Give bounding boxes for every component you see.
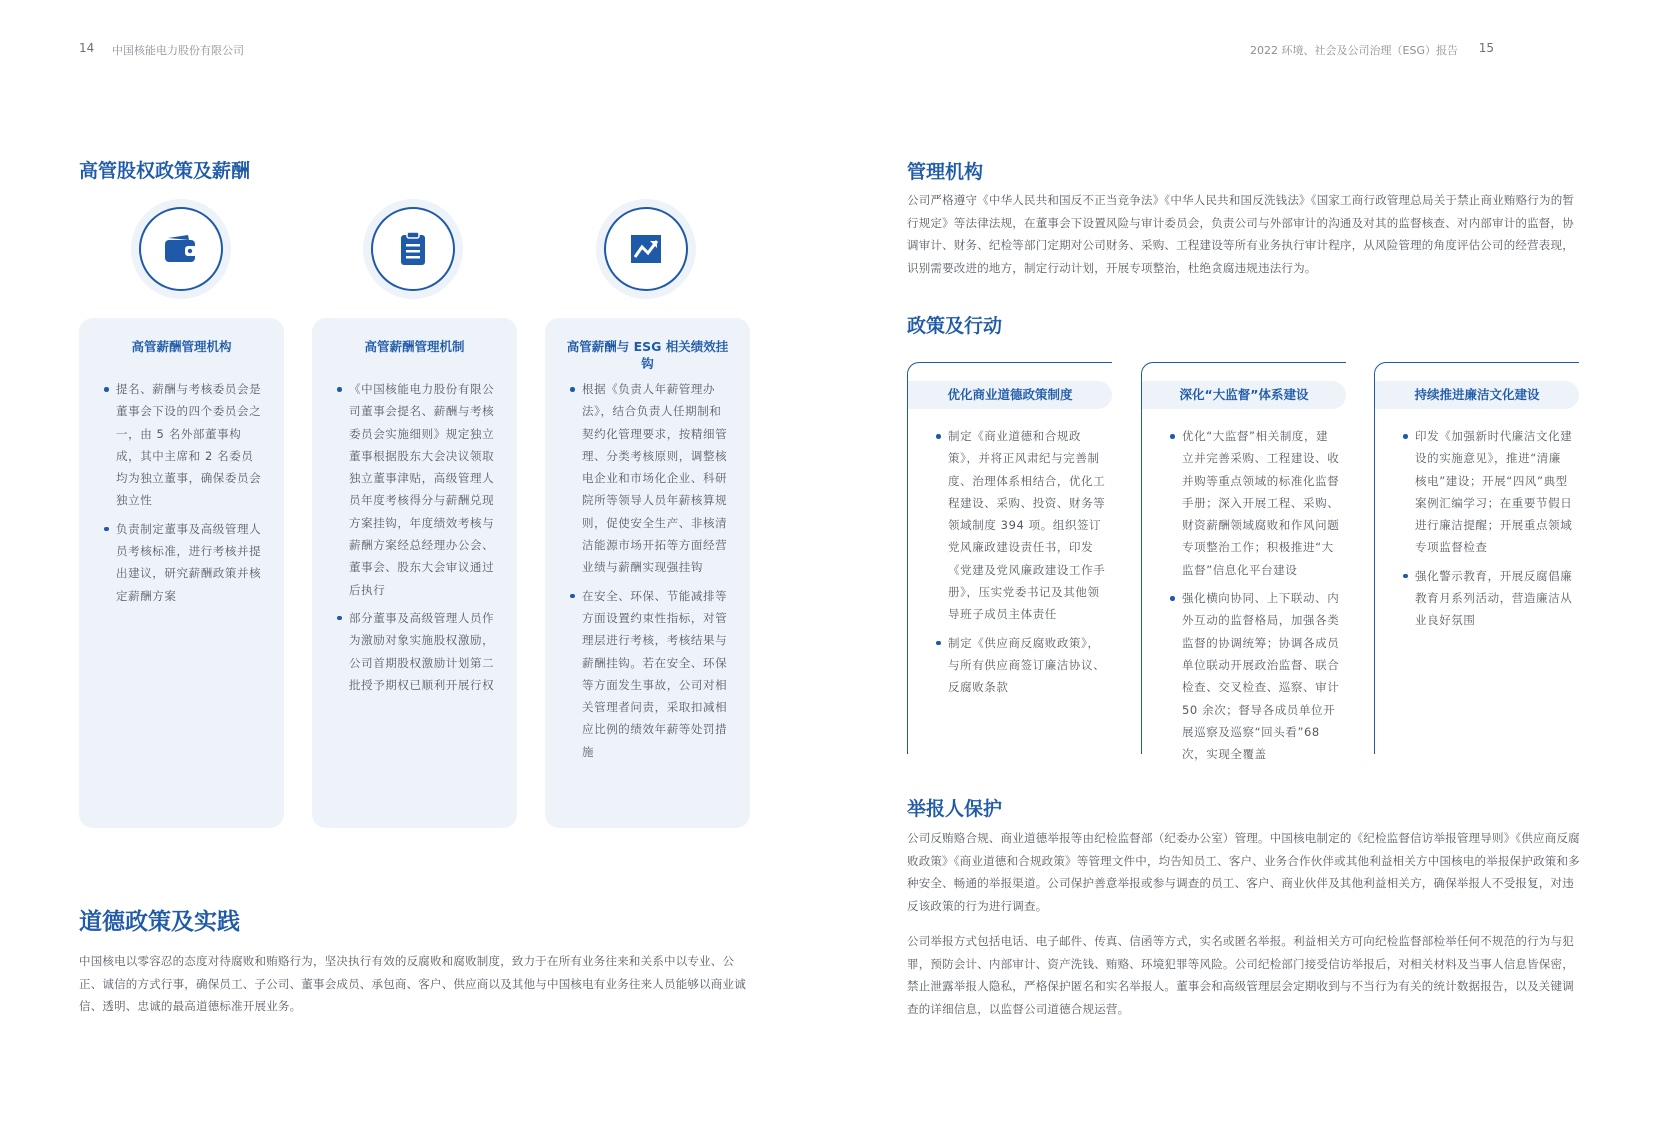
card-mechanism-body <box>312 318 517 828</box>
column-title: 持续推进廉洁文化建设 <box>1375 381 1579 409</box>
bullet-list <box>335 378 497 702</box>
section-title-policy-actions: 政策及行动 <box>907 315 1003 337</box>
left-page-number: 14 <box>79 41 95 55</box>
column-title: 优化商业道德政策制度 <box>908 381 1112 409</box>
card-2-icon-badge <box>363 199 463 299</box>
left-running-header: 中国核能电力股份有限公司 <box>112 44 244 57</box>
card-title: 高管薪酬管理机构 <box>131 339 232 354</box>
section-title-ethics-policy: 道德政策及实践 <box>79 909 240 935</box>
card-esg-linked-body <box>545 318 750 828</box>
list-item: 制定《供应商反腐败政策》，与所有供应商签订廉洁协议、反腐败条款 <box>934 632 1106 699</box>
whistleblower-paragraph-2: 公司举报方式包括电话、电子邮件、传真、信函等方式，实名或匿名举报。利益相关方可向纪检监督部检举任何不规范的行为与犯罪，预防会计、内部审计、资产洗钱、贿赂、环境犯罪等风险。公司纪检部门接受信访举报后，对相关材料及当事人信息皆保密，禁止泄露举报人隐私，严格保护匿名和实名举报人。董事会和高级管理层会定期收到与不当行为有关的统计数据报告，以及关键调查的详细信息，以监督公司道德合规运营。 <box>907 934 1574 1016</box>
right-running-header: 2022 环境、社会及公司治理（ESG）报告 <box>1250 44 1458 57</box>
list-item: 提名、薪酬与考核委员会是董事会下设的四个委员会之一，由 5 名外部董事构成，其中主席和 2 名委员均为独立董事，确保委员会独立性 <box>102 378 264 512</box>
list-item: 强化警示教育，开展反腐倡廉教育月系列活动，营造廉洁从业良好氛围 <box>1401 565 1573 632</box>
policy-column-1 <box>907 362 1112 754</box>
card-3-icon-badge <box>596 199 696 299</box>
section-title-whistleblower: 举报人保护 <box>907 798 1003 820</box>
whistleblower-paragraph-1: 公司反贿赂合规、商业道德举报等由纪检监督部（纪委办公室）管理。中国核电制定的《纪检监督信访举报管理导则》《供应商反腐败政策》《商业道德和合规政策》等管理文件中，均告知员工、客户、业务合作伙伴或其他利益相关方中国核电的举报保护政策和多种安全、畅通的举报渠道。公司保护善意举报或参与调查的员工、客户、商业伙伴及其他利益相关方，确保举报人不受报复，对违反该政策的行为进行调查。 <box>907 831 1580 913</box>
list-item: 制定《商业道德和合规政策》，并将正风肃纪与完善制度、治理体系相结合，优化工程建设、采购、投资、财务等领域制度 394 项。组织签订党风廉政建设责任书，印发《党建及党风廉政建设工作手册》，压实党委书记及其他领导班子成员主体责任 <box>934 425 1106 626</box>
list-item: 强化横向协同、上下联动、内外互动的监督格局，加强各类监督的协调统筹；协调各成员单位联动开展政治监督、联合检查、交叉检查、巡察、审计 50 余次；督导各成员单位开展巡察及巡察“回头看”68 次，实现全覆盖 <box>1168 587 1340 765</box>
bullet-list <box>934 425 1106 705</box>
ethics-policy-paragraph: 中国核电以零容忍的态度对待腐败和贿赂行为，坚决执行有效的反腐败和腐败制度，致力于在所有业务往来和关系中以专业、公正、诚信的方式行事，确保员工、子公司、董事会成员、承包商、客户、供应商以及其他与中国核电有业务往来人员能够以商业诚信、透明、忠诚的最高道德标准开展业务。 <box>79 954 746 1013</box>
section-title-executive-compensation: 高管股权政策及薪酬 <box>79 160 251 182</box>
list-item: 印发《加强新时代廉洁文化建设的实施意见》，推进“清廉核电”建设；开展“四风”典型案例汇编学习；在重要节假日进行廉洁提醒；开展重点领域专项监督检查 <box>1401 425 1573 559</box>
bullet-list <box>1401 425 1573 638</box>
card-1-icon-badge <box>131 199 231 299</box>
policy-column-2 <box>1141 362 1346 762</box>
card-title: 高管薪酬与 ESG 相关绩效挂钩 <box>566 339 729 371</box>
card-title: 高管薪酬管理机制 <box>364 339 465 354</box>
list-item: 优化“大监督”相关制度，建立并完善采购、工程建设、收并购等重点领域的标准化监督手册；深入开展工程、采购、财资薪酬领域腐败和作风问题专项整治工作；积极推进“大监督”信息化平台建设 <box>1168 425 1340 581</box>
list-item: 根据《负责人年薪管理办法》，结合负责人任期制和契约化管理要求，按精细管理、分类考核原则，调整核电企业和市场化企业、科研院所等领导人员年薪核算规则，促使安全生产、非核清洁能源市场开拓等方面经营业绩与薪酬实现强挂钩 <box>568 378 730 579</box>
card-compensation-body <box>79 318 284 828</box>
right-page-number: 15 <box>1478 41 1494 55</box>
section-title-management: 管理机构 <box>907 161 984 183</box>
management-paragraph: 公司严格遵守《中华人民共和国反不正当竞争法》《中华人民共和国反洗钱法》《国家工商行政管理总局关于禁止商业贿赂行为的暂行规定》等法律法规，在董事会下设置风险与审计委员会，负责公司与外部审计的沟通及对其的监督核查、对内部审计的监督，协调审计、财务、纪检等部门定期对公司财务、采购、工程建设等所有业务执行审计程序，从风险管理的角度评估公司的经营表现，识别需要改进的地方，制定行动计划，开展专项整治，杜绝贪腐违规违法行为。 <box>907 193 1575 275</box>
bullet-list <box>102 378 264 613</box>
policy-column-3 <box>1374 362 1579 754</box>
list-item: 《中国核能电力股份有限公司董事会提名、薪酬与考核委员会实施细则》规定独立董事根据股东大会决议领取独立董事津贴，高级管理人员年度考核得分与薪酬兑现方案挂钩，年度绩效考核与薪酬方案经总经理办公会、董事会、股东大会审议通过后执行 <box>335 378 497 601</box>
bullet-list <box>568 378 730 769</box>
list-item: 在安全、环保、节能减排等方面设置约束性指标，对管理层进行考核，考核结果与薪酬挂钩。若在安全、环保等方面发生事故，公司对相关管理者问责，采取扣减相应比例的绩效年薪等处罚措施 <box>568 585 730 763</box>
list-item: 负责制定董事及高级管理人员考核标准，进行考核并提出建议，研究薪酬政策并核定薪酬方案 <box>102 518 264 607</box>
bullet-list <box>1168 425 1340 771</box>
list-item: 部分董事及高级管理人员作为激励对象实施股权激励，公司首期股权激励计划第二批授予期权已顺利开展行权 <box>335 607 497 696</box>
column-title: 深化“大监督”体系建设 <box>1142 381 1346 409</box>
